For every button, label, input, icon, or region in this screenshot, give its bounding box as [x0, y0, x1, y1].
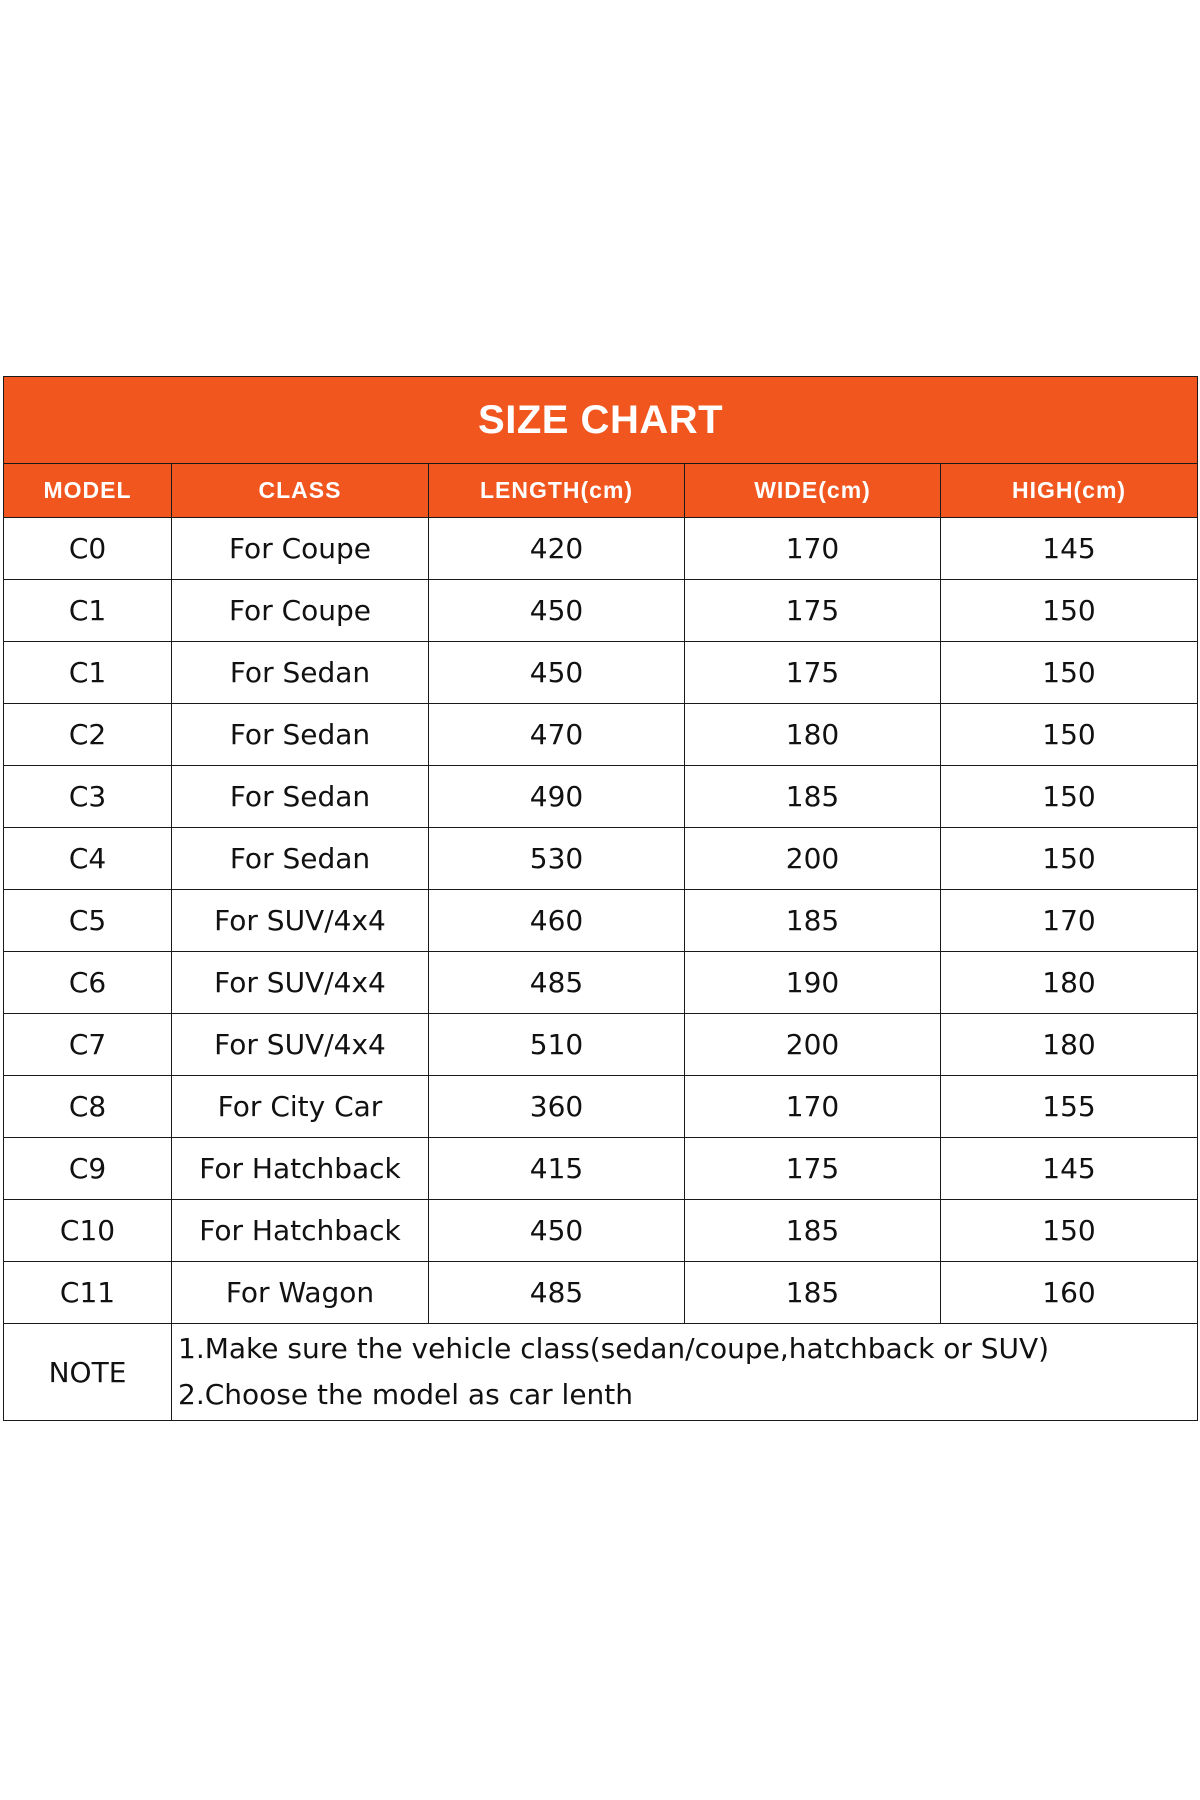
cell-high: 150 [941, 828, 1198, 890]
cell-model: C3 [4, 766, 172, 828]
cell-length: 460 [429, 890, 685, 952]
table-row [4, 1262, 1198, 1324]
cell-model: C1 [4, 580, 172, 642]
cell-high: 150 [941, 642, 1198, 704]
cell-high: 160 [941, 1262, 1198, 1324]
table-row [4, 952, 1198, 1014]
cell-model: C2 [4, 704, 172, 766]
table-row [4, 890, 1198, 952]
cell-wide: 185 [685, 1262, 941, 1324]
cell-class: For SUV/4x4 [172, 890, 429, 952]
cell-wide: 185 [685, 766, 941, 828]
note-line-1: 1.Make sure the vehicle class(sedan/coupe,hatchback or SUV) [178, 1332, 1050, 1365]
table-row [4, 704, 1198, 766]
cell-class: For SUV/4x4 [172, 952, 429, 1014]
table-row [4, 828, 1198, 890]
cell-wide: 170 [685, 1076, 941, 1138]
cell-model: C8 [4, 1076, 172, 1138]
cell-high: 180 [941, 1014, 1198, 1076]
cell-length: 490 [429, 766, 685, 828]
cell-class: For Coupe [172, 580, 429, 642]
cell-length: 530 [429, 828, 685, 890]
table-row [4, 580, 1198, 642]
cell-high: 180 [941, 952, 1198, 1014]
table-row [4, 1076, 1198, 1138]
cell-model: C11 [4, 1262, 172, 1324]
note-row [4, 1324, 1198, 1421]
cell-class: For Hatchback [172, 1138, 429, 1200]
table-row [4, 642, 1198, 704]
cell-length: 510 [429, 1014, 685, 1076]
table-row [4, 518, 1198, 580]
cell-wide: 190 [685, 952, 941, 1014]
cell-length: 485 [429, 952, 685, 1014]
cell-wide: 185 [685, 1200, 941, 1262]
cell-high: 145 [941, 1138, 1198, 1200]
cell-wide: 200 [685, 828, 941, 890]
cell-wide: 180 [685, 704, 941, 766]
cell-length: 450 [429, 642, 685, 704]
cell-wide: 200 [685, 1014, 941, 1076]
title-row [4, 377, 1198, 464]
note-content [172, 1324, 1198, 1421]
cell-class: For City Car [172, 1076, 429, 1138]
table-row [4, 1138, 1198, 1200]
cell-model: C6 [4, 952, 172, 1014]
cell-high: 150 [941, 580, 1198, 642]
cell-wide: 175 [685, 580, 941, 642]
cell-class: For Hatchback [172, 1200, 429, 1262]
cell-class: For Sedan [172, 642, 429, 704]
cell-high: 145 [941, 518, 1198, 580]
cell-length: 450 [429, 580, 685, 642]
column-header-high: HIGH(cm) [941, 464, 1198, 518]
header-row [4, 464, 1198, 518]
cell-length: 485 [429, 1262, 685, 1324]
cell-model: C10 [4, 1200, 172, 1262]
cell-wide: 175 [685, 1138, 941, 1200]
column-header-model: MODEL [4, 464, 172, 518]
cell-model: C5 [4, 890, 172, 952]
note-line-2: 2.Choose the model as car lenth [178, 1378, 634, 1411]
cell-high: 155 [941, 1076, 1198, 1138]
cell-length: 420 [429, 518, 685, 580]
table-row [4, 1200, 1198, 1262]
cell-class: For Sedan [172, 828, 429, 890]
cell-class: For Coupe [172, 518, 429, 580]
cell-high: 170 [941, 890, 1198, 952]
table-body [4, 518, 1198, 1324]
cell-high: 150 [941, 1200, 1198, 1262]
table-row [4, 1014, 1198, 1076]
cell-wide: 175 [685, 642, 941, 704]
column-header-class: CLASS [172, 464, 429, 518]
cell-length: 360 [429, 1076, 685, 1138]
cell-model: C4 [4, 828, 172, 890]
column-header-length: LENGTH(cm) [429, 464, 685, 518]
cell-high: 150 [941, 766, 1198, 828]
table-row [4, 766, 1198, 828]
cell-class: For SUV/4x4 [172, 1014, 429, 1076]
cell-length: 415 [429, 1138, 685, 1200]
cell-model: C7 [4, 1014, 172, 1076]
cell-class: For Sedan [172, 766, 429, 828]
cell-class: For Sedan [172, 704, 429, 766]
column-header-wide: WIDE(cm) [685, 464, 941, 518]
chart-title: SIZE CHART [4, 377, 1198, 464]
cell-model: C0 [4, 518, 172, 580]
cell-wide: 185 [685, 890, 941, 952]
cell-model: C1 [4, 642, 172, 704]
cell-model: C9 [4, 1138, 172, 1200]
size-chart-table [3, 376, 1198, 1421]
cell-class: For Wagon [172, 1262, 429, 1324]
note-label: NOTE [4, 1324, 172, 1421]
cell-length: 470 [429, 704, 685, 766]
cell-high: 150 [941, 704, 1198, 766]
cell-length: 450 [429, 1200, 685, 1262]
cell-wide: 170 [685, 518, 941, 580]
